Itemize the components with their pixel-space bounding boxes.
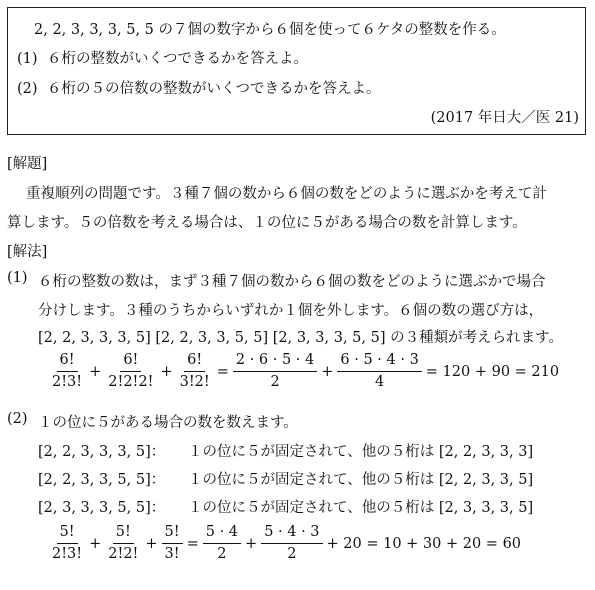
fraction [177,352,213,391]
commentary-line-1: 重複順列の問題です。３種７個の数から６個の数をどのように選ぶかを考えて計 [26,186,547,202]
fraction [49,352,85,391]
denominator: 4 [374,374,385,390]
case-row [38,496,533,517]
part-2-intro: １の位に５がある場合の数を数えます。 [38,415,298,431]
denominator: 2!2!2! [108,374,154,390]
numerator: 6! [120,352,141,372]
denominator: 3! [164,546,180,562]
question-1 [17,47,308,68]
fraction [162,524,183,563]
equation-result: + 20 = 10 + 30 + 20 = 60 [326,535,522,552]
part-1-label: (1) [7,270,28,286]
plus-sign: + [145,535,158,552]
case-set: [2, 3, 3, 3, 5, 5]： [38,500,166,516]
question-2-text: ６桁の５の倍数の整数がいくつできるかを答えよ。 [47,81,381,97]
question-2 [17,77,381,98]
numerator: 5! [113,524,134,544]
denominator: 2!3! [52,374,83,390]
solution-heading: [解法] [7,244,48,260]
part-2-equation [48,524,524,563]
case-set: [2, 2, 3, 3, 3, 5]： [38,444,166,460]
denominator: 2 [270,374,280,390]
part-2-label: (2) [7,411,28,427]
numerator: 2 · 6 · 5 · 4 [233,352,317,372]
fraction [203,524,241,563]
fraction [105,524,141,563]
part-1-equation [48,352,562,391]
numerator: 5 · 4 [203,524,241,544]
plus-sign: + [321,363,334,380]
numerator: 6 · 5 · 4 · 3 [337,352,421,372]
equation-result: = 120 + 90 = 210 [425,363,560,380]
case-text: １の位に５が固定されて、他の５桁は [2, 2, 3, 3, 3] [188,444,534,460]
denominator: 2 [287,546,297,562]
denominator: 2!2! [108,546,139,562]
numerator: 6! [184,352,205,372]
question-1-label: (1) [17,51,38,67]
numerator: 5! [162,524,183,544]
fraction [337,352,421,391]
denominator: 3!2! [179,374,210,390]
part-1-line-2: 分けします。３種のうちからいずれか１個を外します。６個の数の選び方は， [38,303,544,319]
case-row [38,468,533,489]
fraction [261,524,322,563]
plus-sign: + [89,363,102,380]
case-set: [2, 2, 3, 3, 5, 5]： [38,472,166,488]
problem-statement: 2, 2, 3, 3, 3, 5, 5 の７個の数字から６個を使って６ケタの整数を作る。 [34,22,506,38]
fraction [233,352,317,391]
part-1-line-1: ６桁の整数の数は，まず３種７個の数から６個の数をどのように選ぶかで場合 [38,274,546,290]
denominator: 2!3! [52,546,83,562]
plus-sign: + [89,535,102,552]
plus-sign: + [245,535,258,552]
fraction [105,352,156,391]
fraction [49,524,85,563]
case-row [38,440,533,461]
case-text: １の位に５が固定されて、他の５桁は [2, 3, 3, 3, 5] [188,500,534,516]
question-2-label: (2) [17,81,38,97]
commentary-heading: [解題] [7,156,48,172]
problem-source: (2017 年日大／医 21) [430,110,579,126]
equals-sign: = [216,363,229,380]
plus-sign: + [160,363,173,380]
commentary-line-2: 算します。５の倍数を考える場合は、１の位に５がある場合の数を計算します。 [7,215,527,231]
numerator: 5 · 4 · 3 [261,524,322,544]
numerator: 6! [57,352,78,372]
question-1-text: ６桁の整数がいくつできるかを答えよ。 [47,51,308,67]
numerator: 5! [57,524,78,544]
case-text: １の位に５が固定されて、他の５桁は [2, 2, 3, 3, 5] [188,472,534,488]
equals-sign: = [186,535,199,552]
part-1-line-3: [2, 2, 3, 3, 3, 5] [2, 2, 3, 3, 5, 5] [2, 3, 3, 3, 5, 5] の３種類が考えられます。 [38,330,563,346]
denominator: 2 [217,546,227,562]
